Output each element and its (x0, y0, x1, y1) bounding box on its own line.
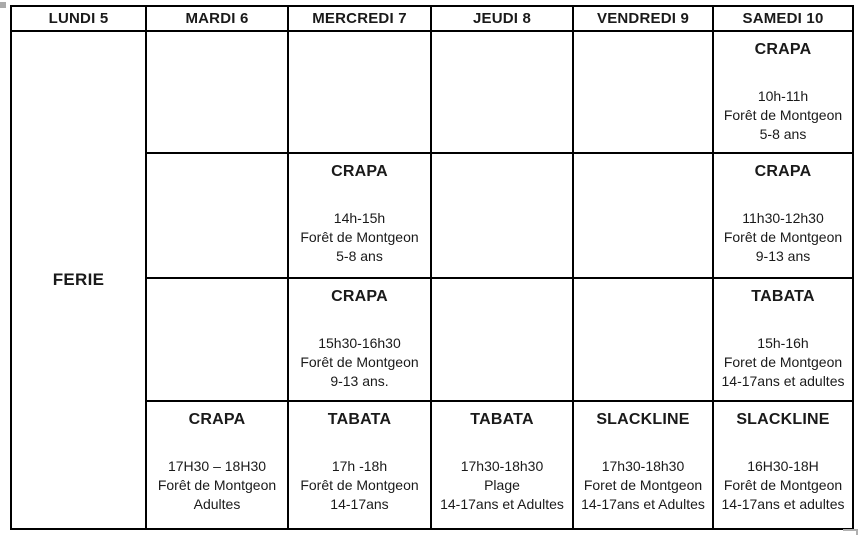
cell-samedi-slot2 (713, 153, 853, 278)
activity-name: CRAPA (331, 288, 388, 305)
activity-ages: 14-17ans et Adultes (581, 496, 705, 512)
resize-corner-icon (843, 529, 858, 535)
activity-name: SLACKLINE (596, 411, 690, 428)
activity-details (714, 334, 852, 391)
cell-jeudi-slot3 (431, 278, 573, 401)
activity-ages: 9-13 ans (755, 248, 811, 264)
cell-samedi-slot3 (713, 278, 853, 401)
cell-samedi-slot1 (713, 31, 853, 153)
cell-mercredi-slot3 (288, 278, 431, 401)
cell-mercredi-slot4 (288, 401, 431, 529)
activity-details (574, 457, 712, 514)
activity-time: 15h30-16h30 (318, 335, 401, 351)
day-header-jeudi: JEUDI 8 (431, 6, 573, 31)
activity-time: 14h-15h (333, 210, 386, 226)
day-header-mercredi: MERCREDI 7 (288, 6, 431, 31)
activity-time: 15h-16h (757, 335, 809, 351)
activity-details (714, 87, 852, 144)
day-header-mardi: MARDI 6 (146, 6, 288, 31)
activity-time: 10h-11h (757, 88, 809, 104)
activity-time: 17h30-18h30 (601, 458, 685, 474)
cell-jeudi-slot2 (431, 153, 573, 278)
selection-handle-icon (0, 2, 6, 8)
activity-ages: 14-17ans (330, 496, 389, 512)
cell-vendredi-slot4 (573, 401, 713, 529)
activity-details (289, 334, 430, 391)
activity-place: Forêt de Montgeon (300, 354, 419, 370)
activity-name: SLACKLINE (736, 411, 830, 428)
activity-ages: Adultes (193, 496, 241, 512)
activity-place: Forêt de Montgeon (723, 477, 843, 493)
activity-time: 17h -18h (331, 458, 388, 474)
activity-place: Forêt de Montgeon (300, 477, 419, 493)
activity-place: Forêt de Montgeon (300, 229, 419, 245)
activity-time: 17h30-18h30 (460, 458, 544, 474)
activity-details (432, 457, 572, 514)
cell-mardi-slot3 (146, 278, 288, 401)
day-header-samedi: SAMEDI 10 (713, 6, 853, 31)
cell-mardi-slot1 (146, 31, 288, 153)
header-row (11, 6, 853, 31)
cell-mardi-slot2 (146, 153, 288, 278)
activity-details (714, 457, 852, 514)
activity-time: 17H30 – 18H30 (167, 458, 267, 474)
weekly-schedule-table (10, 5, 854, 530)
activity-ages: 5-8 ans (759, 126, 807, 142)
day-header-vendredi: VENDREDI 9 (573, 6, 713, 31)
activity-place: Foret de Montgeon (583, 477, 703, 493)
activity-ages: 5-8 ans (336, 248, 383, 264)
activity-ages: 14-17ans et adultes (721, 496, 845, 512)
activity-ages: 14-17ans et adultes (721, 373, 845, 389)
activity-name: CRAPA (754, 163, 812, 180)
activity-time: 11h30-12h30 (742, 210, 824, 226)
activity-place: Forêt de Montgeon (723, 229, 843, 245)
activity-details (289, 209, 430, 266)
activity-name: CRAPA (754, 41, 812, 58)
activity-time: 16H30-18H (747, 458, 819, 474)
activity-details (289, 457, 430, 514)
activity-place: Plage (484, 477, 520, 493)
activity-name: CRAPA (331, 163, 388, 180)
cell-lundi-ferie: FERIE (11, 31, 146, 529)
activity-name: TABATA (470, 411, 534, 428)
activity-ages: 9-13 ans. (330, 373, 389, 389)
activity-name: CRAPA (188, 411, 246, 428)
cell-vendredi-slot2 (573, 153, 713, 278)
schedule-row-slot1 (11, 31, 853, 153)
cell-vendredi-slot3 (573, 278, 713, 401)
cell-jeudi-slot1 (431, 31, 573, 153)
cell-jeudi-slot4 (431, 401, 573, 529)
day-header-lundi: LUNDI 5 (11, 6, 146, 31)
activity-name: TABATA (327, 411, 392, 428)
activity-ages: 14-17ans et Adultes (440, 496, 564, 512)
activity-place: Forêt de Montgeon (157, 477, 277, 493)
activity-place: Foret de Montgeon (723, 354, 843, 370)
cell-mercredi-slot1 (288, 31, 431, 153)
activity-place: Forêt de Montgeon (723, 107, 843, 123)
activity-details (714, 209, 852, 266)
activity-name: TABATA (751, 288, 815, 305)
activity-details (147, 457, 287, 514)
cell-samedi-slot4 (713, 401, 853, 529)
cell-mardi-slot4 (146, 401, 288, 529)
cell-mercredi-slot2 (288, 153, 431, 278)
cell-vendredi-slot1 (573, 31, 713, 153)
